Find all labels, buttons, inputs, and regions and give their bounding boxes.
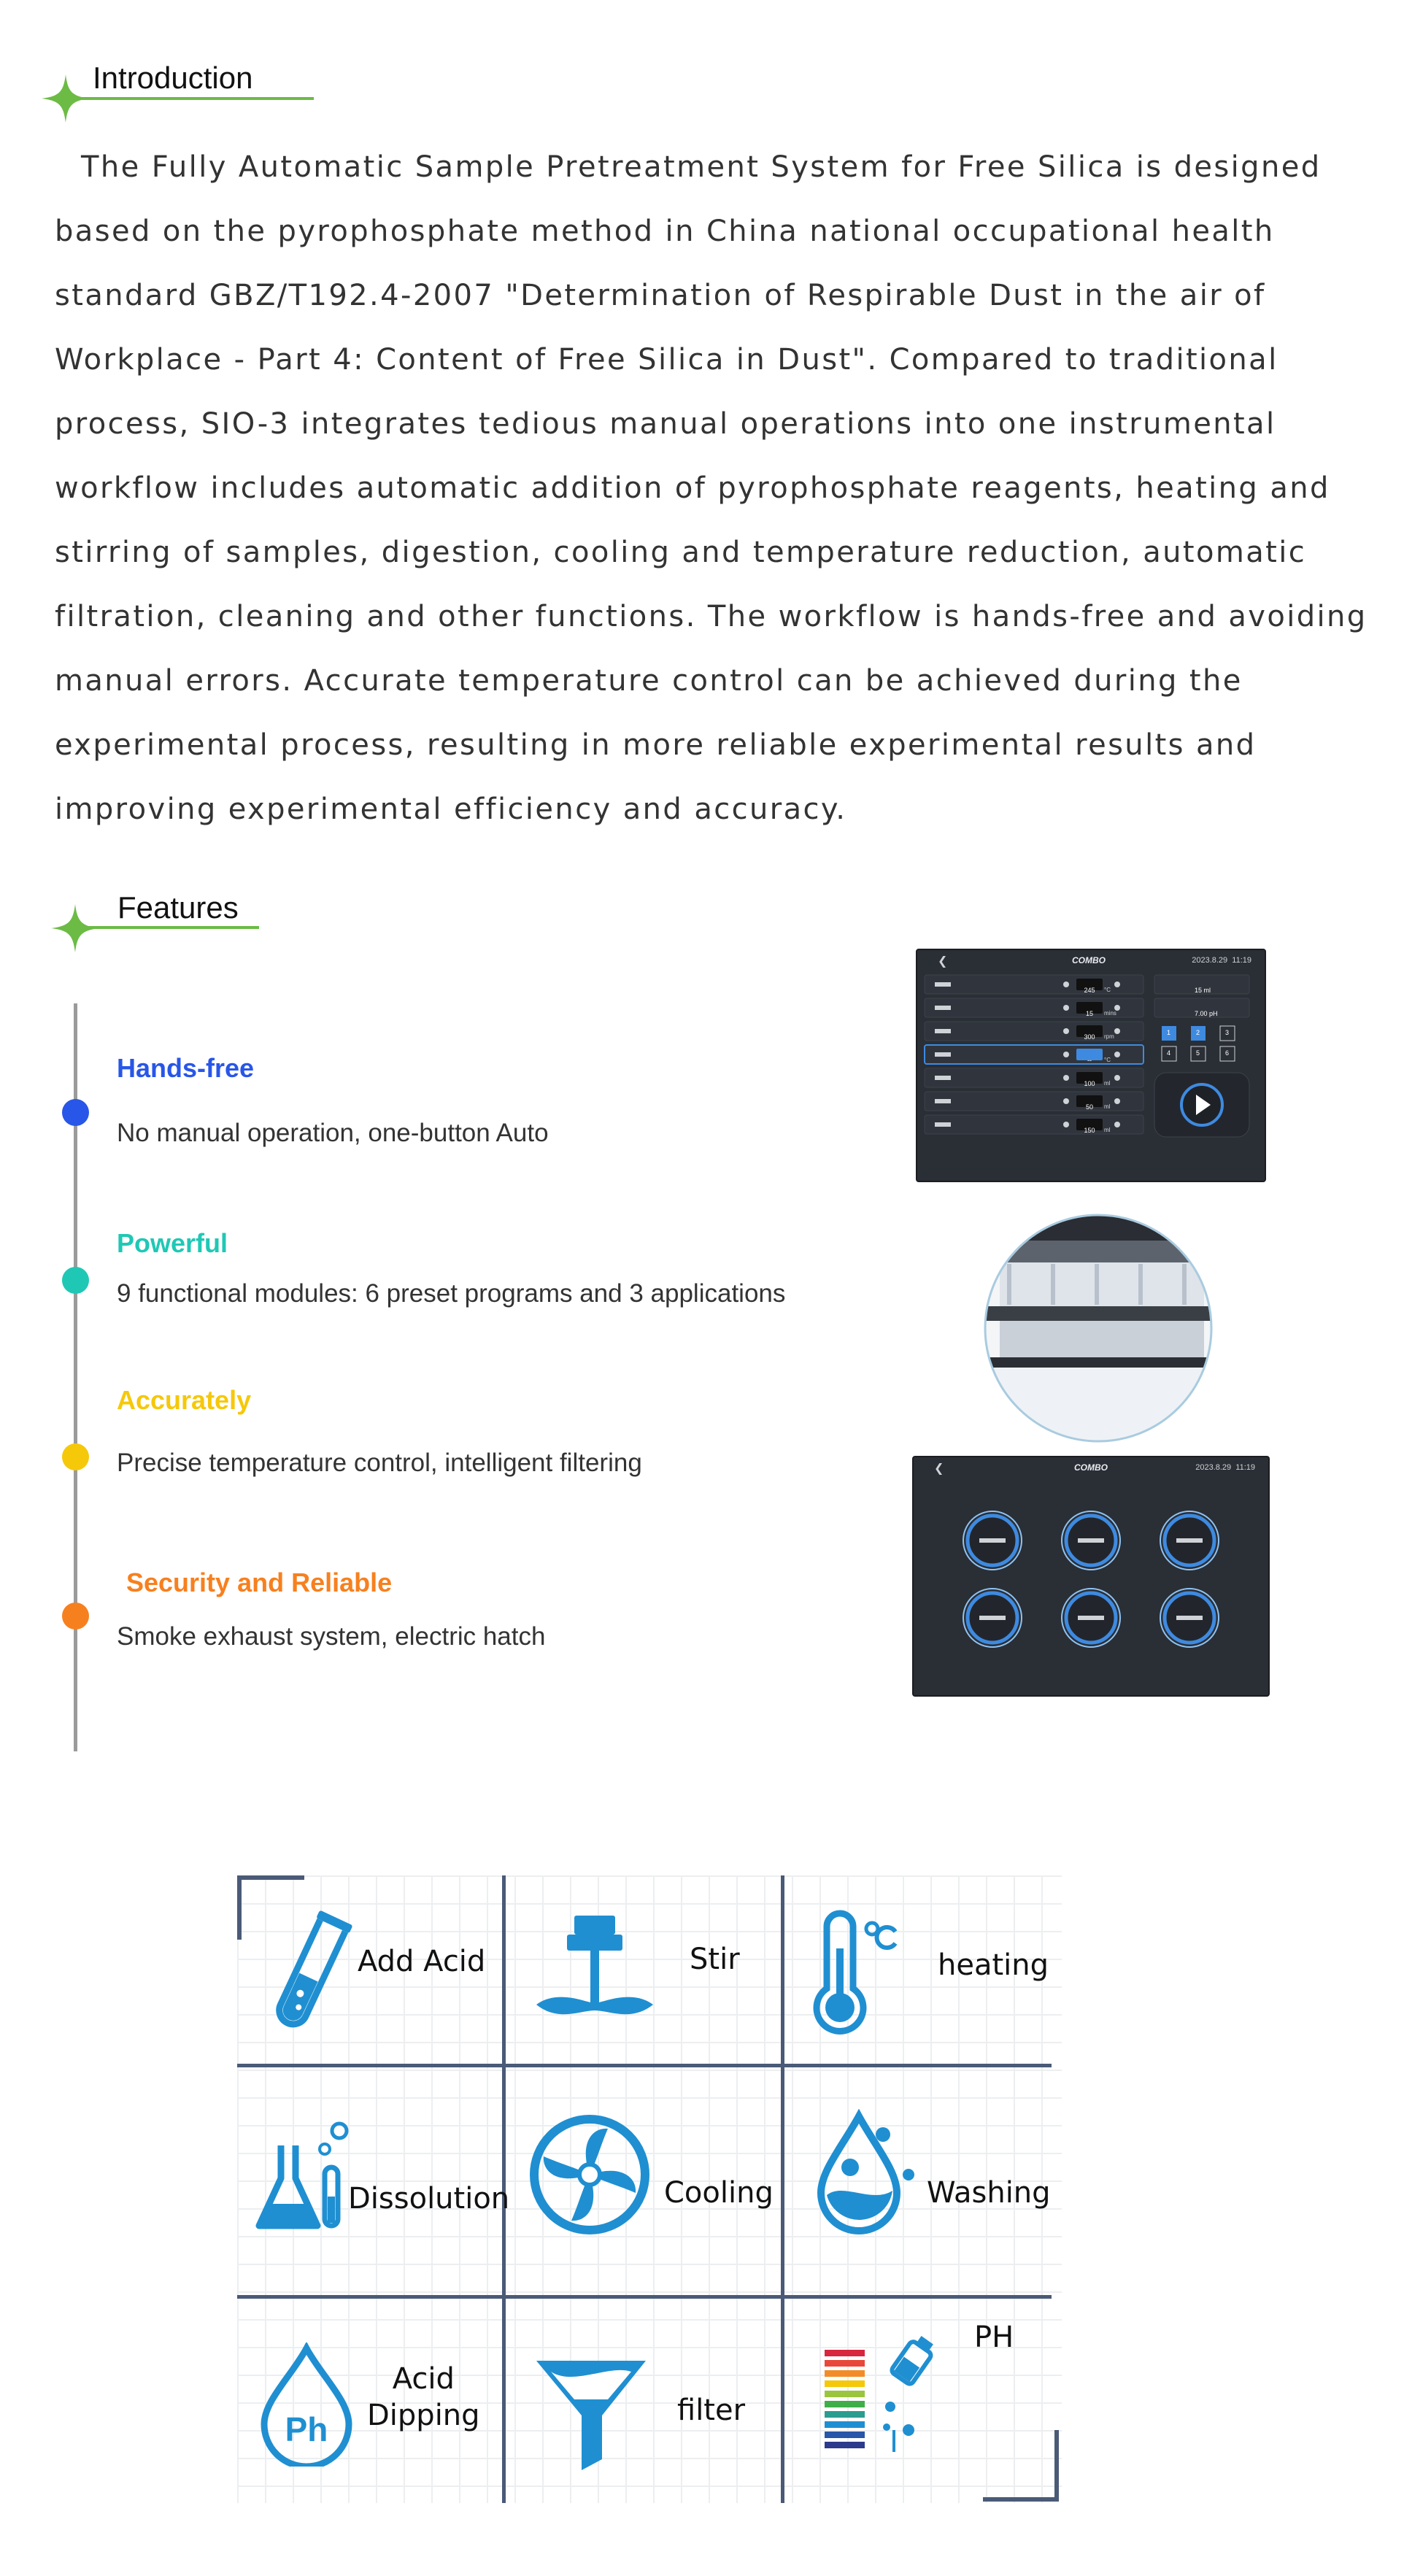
screen-datetime: 2023.8.29 11:19 bbox=[1195, 1463, 1255, 1472]
features-title: Features bbox=[117, 890, 239, 925]
feature-title-security: Security and Reliable bbox=[126, 1567, 393, 1597]
module-label-heating: heating bbox=[938, 1948, 1049, 1982]
unit-6: ml bbox=[1104, 1127, 1111, 1133]
value-4: 100 bbox=[1084, 1080, 1095, 1087]
value-6: 150 bbox=[1084, 1127, 1095, 1134]
feature-desc-powerful: 9 functional modules: 6 preset programs and 3 applications bbox=[117, 1279, 786, 1308]
grid-line-horizontal-2 bbox=[237, 2295, 1052, 2299]
settings-values bbox=[1076, 979, 1103, 1142]
slot-6: 6 bbox=[1225, 1049, 1230, 1057]
slot-1: 1 bbox=[1167, 1029, 1171, 1036]
value-1: 15 bbox=[1085, 1010, 1093, 1017]
corner-bracket-bottom-right bbox=[983, 2497, 1059, 2502]
machine-closeup-image bbox=[978, 1211, 1226, 1445]
slot-5: 5 bbox=[1196, 1049, 1200, 1057]
screen-brand: COMBO bbox=[1072, 955, 1106, 965]
slot-4: 4 bbox=[1167, 1049, 1171, 1057]
module-label-dissolution: Dissolution bbox=[348, 2182, 510, 2216]
timeline-dot-accurately bbox=[62, 1443, 89, 1470]
ph-strip-icon bbox=[821, 2321, 945, 2459]
introduction-paragraph bbox=[55, 135, 1376, 841]
feature-desc-security: Smoke exhaust system, electric hatch bbox=[117, 1622, 546, 1651]
slot-3: 3 bbox=[1225, 1029, 1230, 1036]
unit-1: mins bbox=[1104, 1010, 1116, 1017]
back-chevron-icon: ❮ bbox=[934, 1462, 944, 1475]
timeline-dot-hands-free bbox=[62, 1099, 89, 1126]
flask-icon bbox=[252, 2109, 361, 2240]
grid-line-vertical-2 bbox=[781, 1875, 784, 2503]
module-grid bbox=[237, 1875, 1062, 2503]
ph-drop-icon bbox=[255, 2342, 358, 2467]
unit-2: rpm bbox=[1104, 1033, 1114, 1040]
thermometer-icon bbox=[806, 1908, 901, 2040]
fan-icon bbox=[528, 2113, 652, 2237]
introduction-title: Introduction bbox=[93, 61, 253, 95]
side-unit-0: ml bbox=[1203, 987, 1211, 994]
screen-datetime: 2023.8.29 11:19 bbox=[1192, 956, 1251, 965]
feature-desc-accurately: Precise temperature control, intelligent filtering bbox=[117, 1449, 642, 1477]
grid-line-horizontal-1 bbox=[237, 2064, 1052, 2067]
value-2: 300 bbox=[1084, 1033, 1095, 1041]
unit-0: °C bbox=[1104, 987, 1111, 993]
settings-units bbox=[1104, 979, 1122, 1142]
corner-bracket-top-left bbox=[237, 1875, 304, 1880]
module-label-washing: Washing bbox=[927, 2176, 1051, 2210]
back-chevron-icon: ❮ bbox=[938, 955, 948, 968]
test-tube-icon bbox=[263, 1905, 358, 2043]
timeline-dot-powerful bbox=[62, 1267, 89, 1294]
value-3: -- bbox=[1087, 1057, 1092, 1064]
feature-desc-hands-free: No manual operation, one-button Auto bbox=[117, 1119, 549, 1147]
module-label-acid-dipping: Acid Dipping bbox=[367, 2362, 480, 2432]
module-label-cooling: Cooling bbox=[664, 2176, 774, 2210]
value-0: 245 bbox=[1084, 987, 1095, 994]
introduction-text: The Fully Automatic Sample Pretreatment System for Free Silica is designed based on the pyrophosphate method in China national occupational health standard GBZ/T192.4-2007 "Determination of Respirable Dust in the air of Workplace - Part 4: Content of Free Silica in Dust". Compared to traditional process, SIO-3 integrates tedious manual operations into one instrumental workflow includes automatic addition of pyrophosphate reagents, heating and stirring of samples, digestion, cooling and temperature reduction, automatic filtration, cleaning and other functions. The workflow is hands-free and avoiding manual errors. Accurate temperature control can be achieved during the experimental process, resulting in more reliable experimental results and improving experimental efficiency and accuracy. bbox=[55, 150, 1368, 826]
module-label-add-acid: Add Acid bbox=[358, 1945, 486, 1978]
side-unit-1: pH bbox=[1209, 1010, 1218, 1017]
unit-4: ml bbox=[1104, 1080, 1111, 1087]
side-value-0: 15 bbox=[1195, 987, 1203, 994]
value-5: 50 bbox=[1085, 1103, 1093, 1111]
feature-title-accurately: Accurately bbox=[117, 1385, 252, 1415]
feature-title-hands-free: Hands-free bbox=[117, 1053, 255, 1083]
corner-bracket-top-left bbox=[237, 1875, 242, 1940]
slot-2: 2 bbox=[1196, 1029, 1200, 1036]
introduction-header bbox=[40, 58, 317, 102]
svg-text:Ph: Ph bbox=[285, 2410, 328, 2448]
corner-bracket-bottom-right bbox=[1054, 2430, 1059, 2502]
funnel-icon bbox=[529, 2350, 653, 2474]
feature-title-powerful: Powerful bbox=[117, 1228, 228, 1258]
stirrer-icon bbox=[529, 1908, 660, 2032]
water-drop-icon bbox=[814, 2109, 923, 2240]
module-label-filter: filter bbox=[677, 2394, 746, 2427]
program-menu-screen-image bbox=[912, 1456, 1270, 1697]
side-values bbox=[1195, 979, 1218, 1025]
screen-brand: COMBO bbox=[1074, 1462, 1108, 1473]
unit-5: ml bbox=[1104, 1103, 1111, 1110]
module-label-stir: Stir bbox=[690, 1943, 740, 1976]
side-value-1: 7.00 bbox=[1195, 1010, 1208, 1017]
features-header bbox=[50, 887, 269, 930]
module-label-ph: PH bbox=[974, 2321, 1014, 2354]
settings-screen-image bbox=[916, 949, 1266, 1182]
unit-3: °C bbox=[1104, 1057, 1111, 1063]
program-buttons-graphic bbox=[914, 1478, 1268, 1697]
timeline-dot-security bbox=[62, 1603, 89, 1630]
